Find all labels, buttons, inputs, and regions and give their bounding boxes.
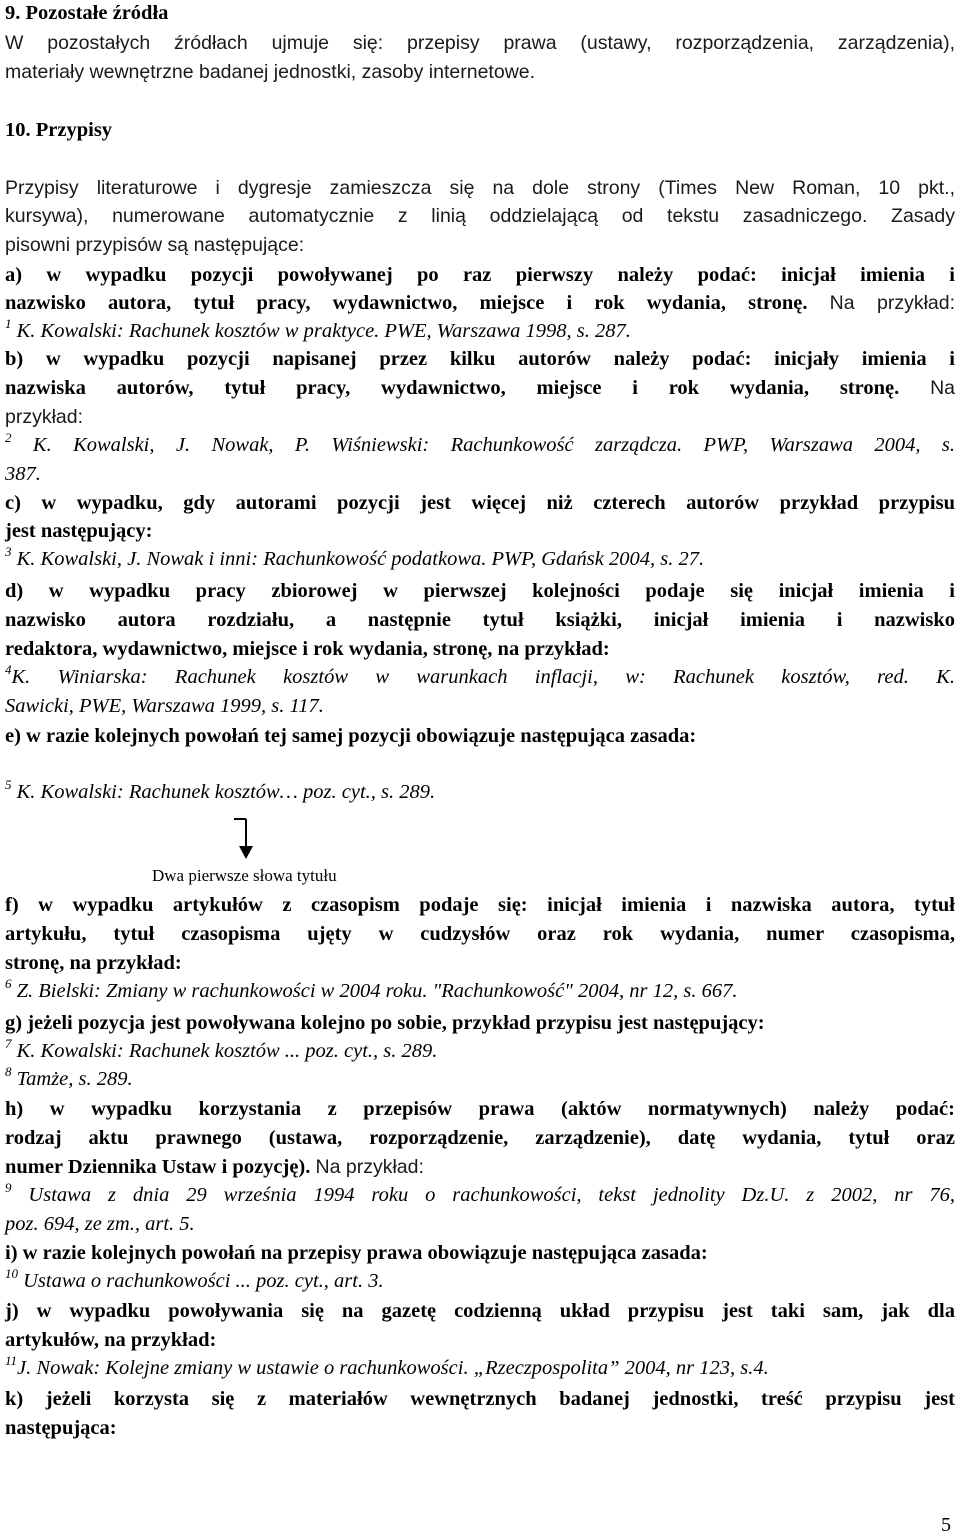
rule-c-line-1: c) w wypadku, gdy autorami pozycji jest więcej niż czterech autorów przykład przypisu <box>5 492 955 514</box>
footnote-number: 7 <box>5 1036 12 1051</box>
rule-g-line-1: g) jeżeli pozycja jest powoływana kolejno po sobie, przykład przypisu jest następujący: <box>5 1012 765 1034</box>
footnote-number: 11 <box>5 1353 18 1368</box>
footnote-number: 4 <box>5 662 12 677</box>
rule-k-line-1: k) jeżeli korzysta się z materiałów wewnętrznych badanej jednostki, treść przypisu jest <box>5 1388 955 1410</box>
footnote-example-2: $^2$ K. Kowalski, J. Nowak, P. Wiśniewski: Rachunkowość zarządcza. PWP, Warszawa 2004, s. <box>5 430 956 456</box>
rule-h-line-2: rodzaj aktu prawnego (ustawa, rozporządzenie, zarządzenie), datę wydania, tytuł oraz <box>5 1127 955 1149</box>
rule-f-line-3: stronę, na przykład: <box>5 952 182 974</box>
rule-k-line-2: następująca: <box>5 1417 117 1439</box>
rule-d-line-3: redaktora, wydawnictwo, miejsce i rok wydania, stronę, na przykład: <box>5 638 610 660</box>
rule-c-line-2: jest następujący: <box>5 520 153 542</box>
footnote-example-9: $^9$ Ustawa z dnia 29 września 1994 roku o rachunkowości, tekst jednolity Dz.U. z 2002, nr 76, <box>5 1180 955 1206</box>
footnote-example-7: $^7$ K. Kowalski: Rachunek kosztów ... poz. cyt., s. 289. <box>5 1036 438 1062</box>
arrow-annotation-label: Dwa pierwsze słowa tytułu <box>152 866 337 885</box>
footnote-example-10: $^{10}$ Ustawa o rachunkowości ... poz. cyt., art. 3. <box>5 1266 384 1292</box>
footnote-number: 1 <box>5 316 12 331</box>
section-10-heading: 10. Przypisy <box>5 119 113 141</box>
footnotes-intro-line-1: Przypisy literaturowe i dygresje zamieszcza się na dole strony (Times New Roman, 10 pkt., <box>5 177 955 199</box>
rule-d-line-2: nazwisko autora rozdziału, a następnie tytuł książki, inicjał imienia i nazwisko <box>5 609 955 631</box>
page-number: 5 <box>941 1514 951 1536</box>
rule-a-example-lead: Na przykład: <box>829 292 956 314</box>
footnote-number: 9 <box>5 1180 12 1195</box>
footnote-number: 3 <box>5 544 12 559</box>
rule-b-line-3: przykład: <box>5 406 84 428</box>
footnote-example-2-cont: 387. <box>5 463 41 485</box>
rule-a-line-1: a) w wypadku pozycji powoływanej po raz pierwszy należy podać: inicjał imienia i <box>5 264 955 286</box>
section-9-text-line-2: materiały wewnętrzne badanej jednostki, zasoby internetowe. <box>5 61 536 83</box>
rule-f-line-2: artykułu, tytuł czasopisma ujęty w cudzysłów oraz rok wydania, numer czasopisma, <box>5 923 955 945</box>
section-9-heading: 9. Pozostałe źródła <box>5 2 169 24</box>
footnote-example-1: $^1$ K. Kowalski: Rachunek kosztów w praktyce. PWE, Warszawa 1998, s. 287. <box>5 316 631 342</box>
footnote-example-5: $^5$ K. Kowalski: Rachunek kosztów… poz. cyt., s. 289. <box>5 777 436 803</box>
footnote-number: 5 <box>5 777 12 792</box>
footnotes-intro-line-3: pisowni przypisów są następujące: <box>5 234 305 256</box>
footnote-number: 2 <box>5 430 12 445</box>
rule-j-line-1: j) w wypadku powoływania się na gazetę codzienną układ przypisu jest taki sam, jak dla <box>5 1300 955 1322</box>
footnote-number: 10 <box>5 1266 18 1281</box>
footnote-number: 8 <box>5 1064 12 1079</box>
footnote-number: 6 <box>5 976 12 991</box>
footnote-example-11: $^{11}$J. Nowak: Kolejne zmiany w ustawie o rachunkowości. „Rzeczpospolita” 2004, nr 123, s.4. <box>5 1353 769 1379</box>
rule-f-line-1: f) w wypadku artykułów z czasopism podaje się: inicjał imienia i nazwiska autora, tytuł <box>5 894 955 916</box>
footnote-example-4-cont: Sawicki, PWE, Warszawa 1999, s. 117. <box>5 695 324 717</box>
rule-a-line-2: nazwisko autora, tytuł pracy, wydawnictwo, miejsce i rok wydania, stronę. Na przykład: <box>5 292 956 314</box>
section-9-text-line-1: W pozostałych źródłach ujmuje się: przepisy prawa (ustawy, rozporządzenia, zarządzenia), <box>5 32 955 54</box>
rule-b-line-2: nazwiska autorów, tytuł pracy, wydawnictwo, miejsce i rok wydania, stronę. Na <box>5 377 955 399</box>
rule-i-line-1: i) w razie kolejnych powołań na przepisy prawa obowiązuje następująca zasada: <box>5 1242 708 1264</box>
footnote-example-4: $^4$K. Winiarska: Rachunek kosztów w warunkach inflacji, w: Rachunek kosztów, red. K. <box>5 662 955 688</box>
footnote-example-3: $^3$ K. Kowalski, J. Nowak i inni: Rachunkowość podatkowa. PWP, Gdańsk 2004, s. 27. <box>5 544 705 570</box>
rule-h-line-3: numer Dziennika Ustaw i pozycję). Na przykład: <box>5 1156 424 1178</box>
rule-b-line-1: b) w wypadku pozycji napisanej przez kilku autorów należy podać: inicjały imienia i <box>5 348 955 370</box>
rule-h-line-1: h) w wypadku korzystania z przepisów prawa (aktów normatywnych) należy podać: <box>5 1098 955 1120</box>
footnote-example-6: $^6$ Z. Bielski: Zmiany w rachunkowości w 2004 roku. "Rachunkowość" 2004, nr 12, s. 667. <box>5 976 738 1002</box>
footnote-example-8: $^8$ Tamże, s. 289. <box>5 1064 133 1090</box>
down-arrow-icon <box>234 818 258 860</box>
rule-d-line-1: d) w wypadku pracy zbiorowej w pierwszej kolejności podaje się inicjał imienia i <box>5 580 955 602</box>
rule-j-line-2: artykułów, na przykład: <box>5 1329 217 1351</box>
footnote-example-9-cont: poz. 694, ze zm., art. 5. <box>5 1213 195 1235</box>
footnotes-intro-line-2: kursywa), numerowane automatycznie z linią oddzielającą od tekstu zasadniczego. Zasady <box>5 205 955 227</box>
rule-e-line-1: e) w razie kolejnych powołań tej samej pozycji obowiązuje następująca zasada: <box>5 725 697 747</box>
